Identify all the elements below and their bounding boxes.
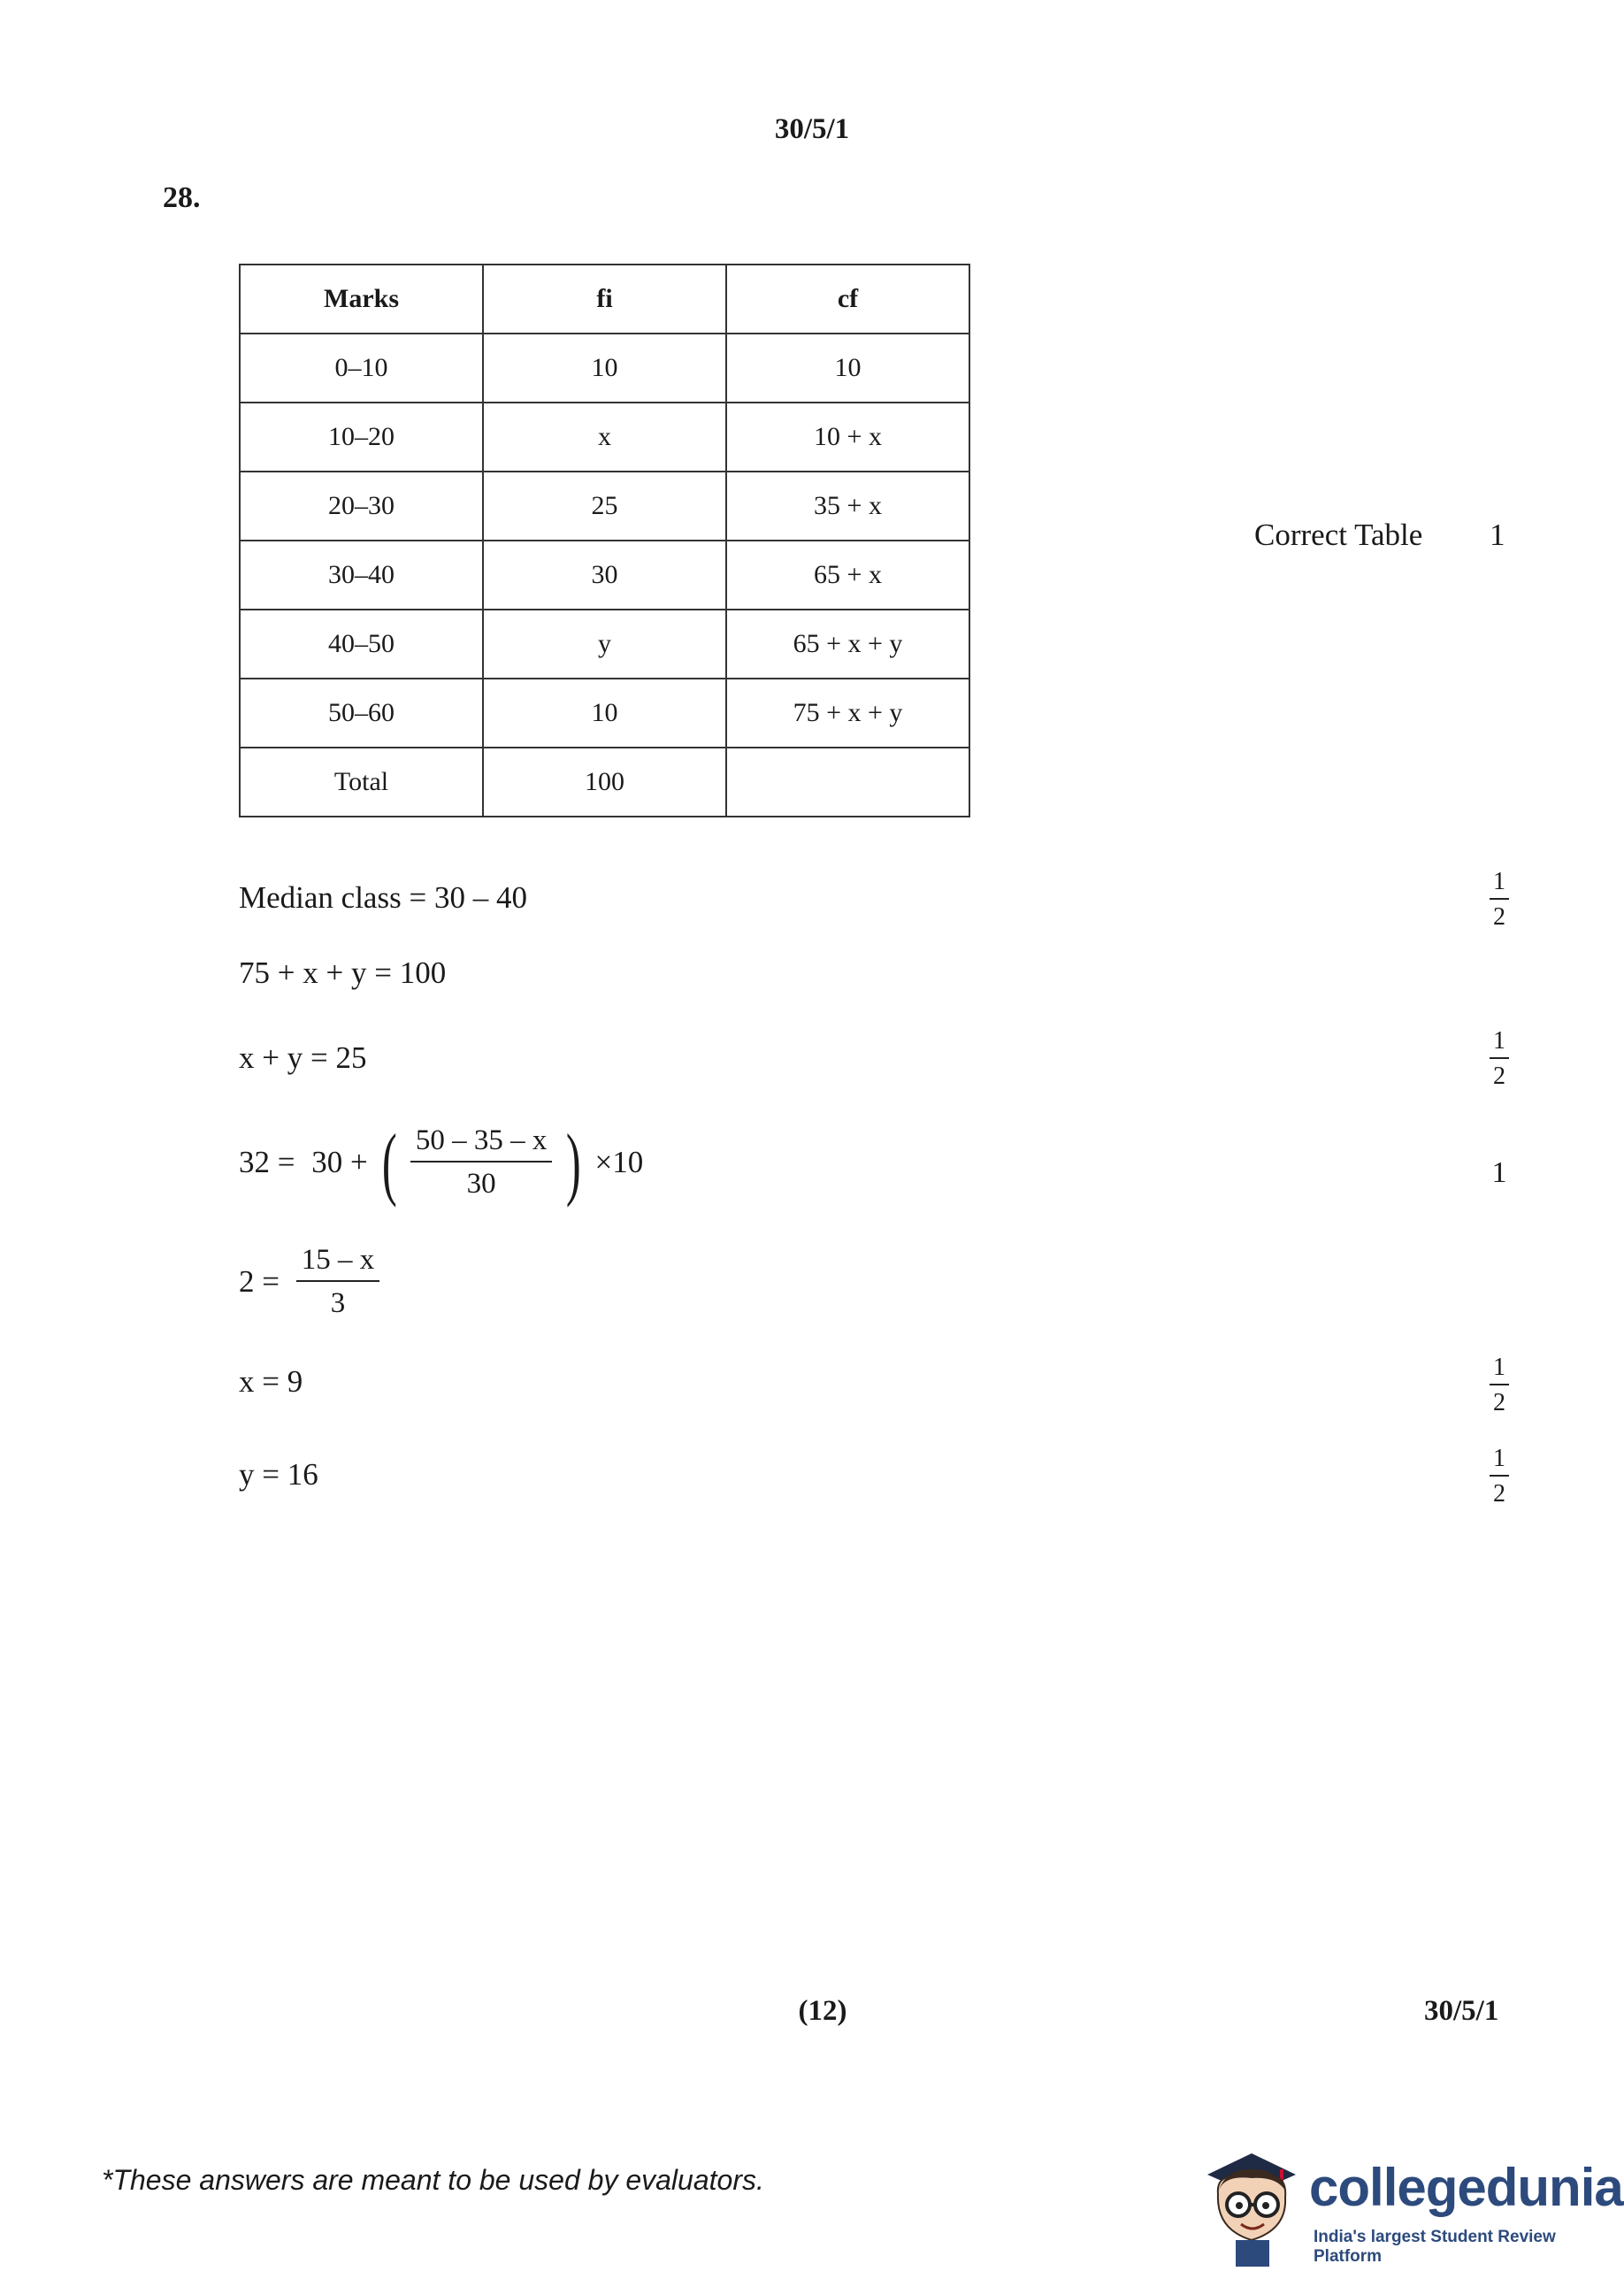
mark-half-numerator: 1 <box>1493 868 1505 895</box>
formula-multiplier: ×10 <box>594 1145 644 1179</box>
table-cell: 35 + x <box>726 472 969 541</box>
table-cell: 20–30 <box>240 472 483 541</box>
table-cell: 25 <box>483 472 726 541</box>
table-header-row <box>240 265 969 334</box>
table-cell: 10 <box>483 679 726 748</box>
step-median-class: Median class = 30 – 40 <box>239 880 527 915</box>
table-cell: 40–50 <box>240 610 483 679</box>
formula-fraction <box>410 1124 553 1201</box>
table-cell: 30–40 <box>240 541 483 610</box>
step-y-value: y = 16 <box>239 1457 318 1492</box>
page-number: (12) <box>798 1995 847 2027</box>
mark-one: 1 <box>1491 1156 1507 1189</box>
step-x-plus-y: x + y = 25 <box>239 1040 367 1075</box>
collegedunia-logo[interactable] <box>1199 2141 1623 2274</box>
footer-paper-code: 30/5/1 <box>1424 1995 1499 2027</box>
table-cell: 65 + x + y <box>726 610 969 679</box>
fraction-denominator: 30 <box>466 1168 496 1200</box>
fraction-numerator: 15 – x <box>296 1244 380 1282</box>
table-row-total <box>240 748 969 817</box>
table-cell: 10 <box>483 334 726 403</box>
mark-half-numerator: 1 <box>1493 1027 1505 1055</box>
step-simplified <box>239 1244 379 1320</box>
correct-table-mark: 1 <box>1490 518 1505 552</box>
mark-half <box>1477 1446 1521 1507</box>
table-cell: 10 + x <box>726 403 969 472</box>
mark-half-numerator: 1 <box>1493 1354 1505 1381</box>
table-cell: 65 + x <box>726 541 969 610</box>
step-median-formula <box>239 1117 644 1208</box>
table-row <box>240 610 969 679</box>
logo-wordmark: collegedunia <box>1309 2158 1623 2217</box>
frequency-table <box>239 264 970 817</box>
question-number: 28. <box>163 181 201 214</box>
table-cell: 10–20 <box>240 403 483 472</box>
table-cell: 30 <box>483 541 726 610</box>
table-cell: 0–10 <box>240 334 483 403</box>
table-cell <box>726 748 969 817</box>
formula-lhs: 32 = <box>239 1145 295 1179</box>
mark-half-denominator: 2 <box>1493 903 1505 931</box>
mark-half-denominator: 2 <box>1493 1389 1505 1416</box>
table-row <box>240 472 969 541</box>
mark-half-denominator: 2 <box>1493 1063 1505 1090</box>
table-row <box>240 334 969 403</box>
table-cell: 10 <box>726 334 969 403</box>
mark-half <box>1477 1029 1521 1089</box>
logo-tagline: India's largest Student Review Platform <box>1314 2228 1556 2266</box>
left-paren: ( <box>381 1117 397 1208</box>
table-row <box>240 403 969 472</box>
fraction-denominator: 3 <box>330 1287 346 1319</box>
table-cell: 50–60 <box>240 679 483 748</box>
simplified-fraction <box>296 1244 380 1320</box>
table-cell: 100 <box>483 748 726 817</box>
fraction-numerator: 50 – 35 – x <box>410 1124 553 1163</box>
table-cell: x <box>483 403 726 472</box>
header-cf: cf <box>726 265 969 334</box>
formula-term: 30 + <box>311 1145 368 1179</box>
table-cell: 75 + x + y <box>726 679 969 748</box>
step-total-equation: 75 + x + y = 100 <box>239 955 447 990</box>
right-paren: ) <box>566 1117 581 1208</box>
evaluator-disclaimer: *These answers are meant to be used by evaluators. <box>102 2164 764 2196</box>
table-row <box>240 679 969 748</box>
header-fi: fi <box>483 265 726 334</box>
student-mascot-icon <box>1199 2141 1305 2274</box>
table-row <box>240 541 969 610</box>
mark-half-denominator: 2 <box>1493 1480 1505 1508</box>
step-x-value: x = 9 <box>239 1364 303 1399</box>
table-cell: Total <box>240 748 483 817</box>
mark-half <box>1477 1355 1521 1416</box>
simplified-lhs: 2 = <box>239 1264 280 1299</box>
correct-table-label: Correct Table <box>1254 518 1423 552</box>
mark-half <box>1477 870 1521 930</box>
paper-code: 30/5/1 <box>774 113 850 145</box>
mark-half-numerator: 1 <box>1493 1445 1505 1472</box>
header-marks: Marks <box>240 265 483 334</box>
table-cell: y <box>483 610 726 679</box>
